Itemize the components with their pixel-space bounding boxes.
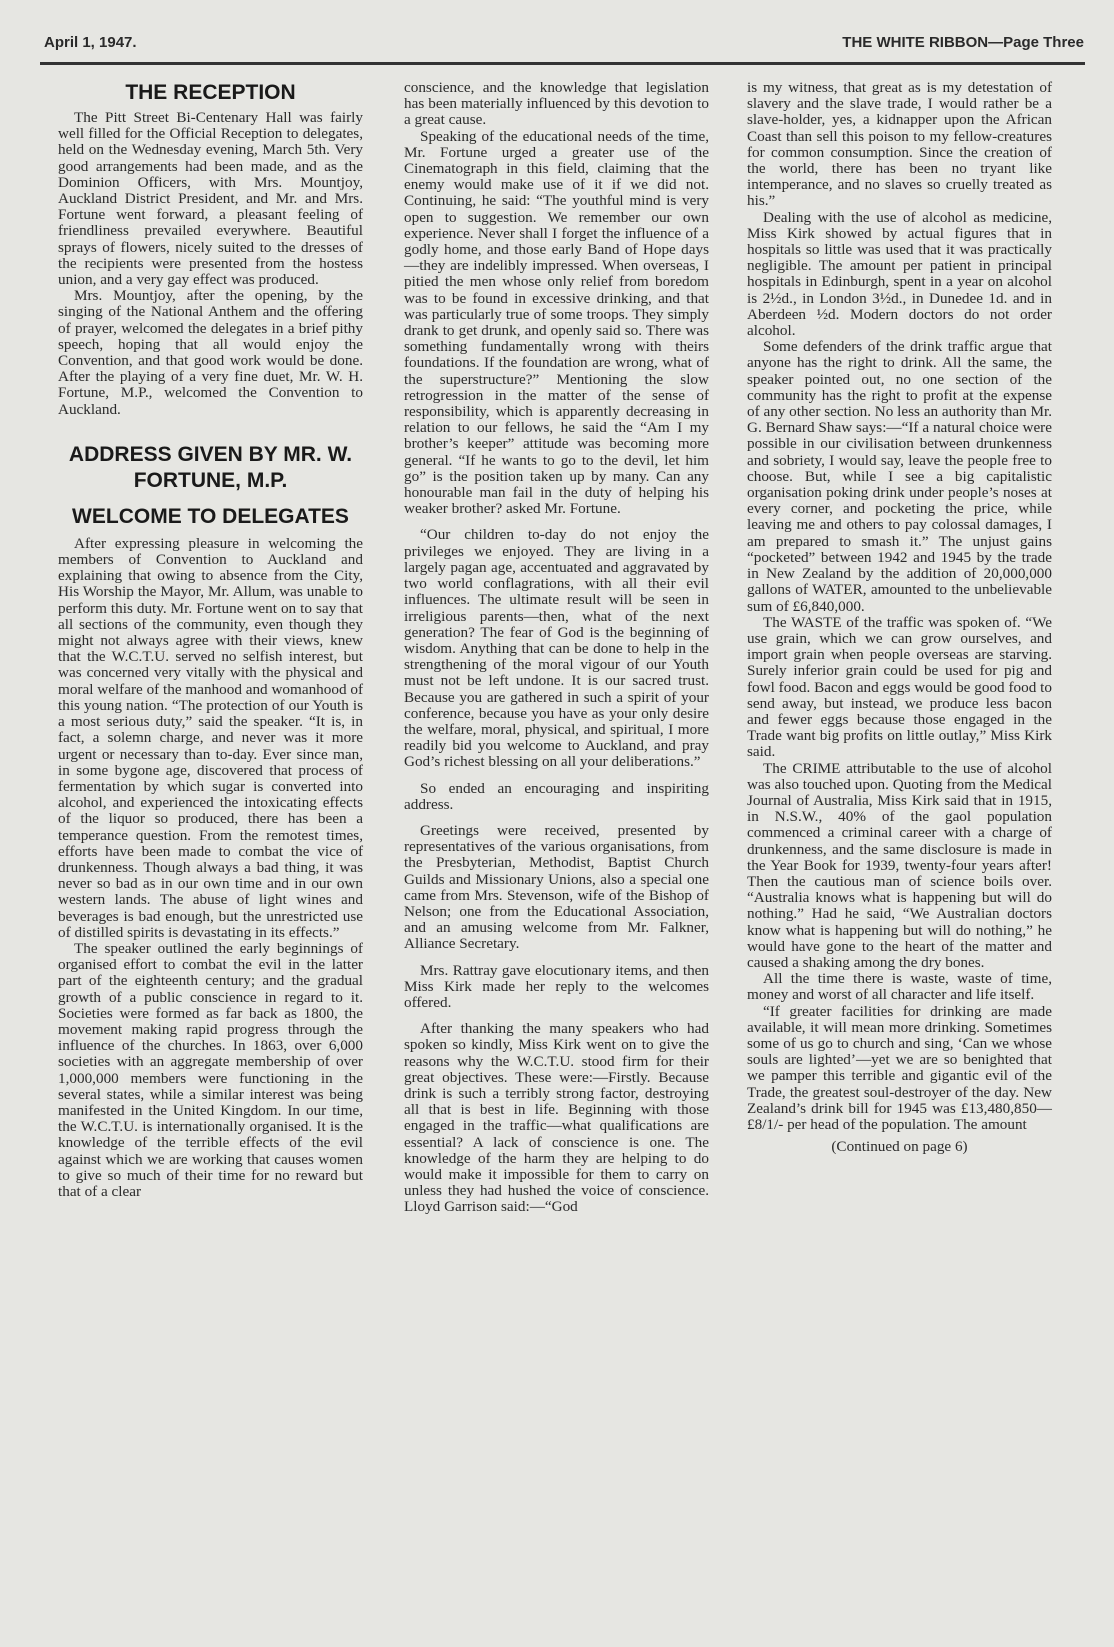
heading-reception: THE RECEPTION xyxy=(125,81,296,104)
paragraph: The CRIME attributable to the use of alcohol was also touched upon. Quoting from the Medical Journal of Australia, Miss Kirk said that in 1915, in N.S.W., 40% of the gaol population commenced a criminal career with a charge of drunkenness, and the same disclosure is made in the Year Book for 1939, twenty-four years after! Then the cautious man of science boils over. “Australia knows what is happening but will do nothing.” Had he said, “We Australian doctors know what is happening but will do nothing,” he would have gone to the heart of the matter and caused a shaking among the dry bones. xyxy=(747,759,1052,971)
paragraph: After expressing pleasure in welcoming the members of Convention to Auckland and explaining that owing to absence from the City, His Worship the Mayor, Mr. Allum, was unable to perform this duty. Mr. Fortune went on to say that all sections of the community, even though they might not always agree with their views, knew that the W.C.T.U. served no selfish interest, but was concerned very vitally with the physical and moral welfare of the manhood and womanhood of this young nation. “The protection of our Youth is a most serious duty,” said the speaker. “It is, in fact, a solemn charge, and never was it more urgent or necessary than to-day. Ever since man, in some bygone age, discovered that process of fermentation by which sugar is converted into alcohol, and experienced the intoxicating effects of the liquor so produced, there has been a temperance question. From the remotest times, efforts have been made to combat the vice of drunkenness. Though always a bad thing, it was never so bad as in our own time and in our own western lands. The abuse of light wines and beverages is bad enough, but the unrestricted use of distilled spirits is devastating in its effects.” xyxy=(58,534,363,941)
paragraph: All the time there is waste, waste of time, money and worst of all character and life itself. xyxy=(747,970,1052,1004)
paragraph: Some defenders of the drink traffic argue that anyone has the right to drink. All the same, the speaker pointed out, no one section of the community has the right to profit at the expense of any other section. No less an authority than Mr. G. Bernard Shaw says:—“If a natural choice were possible in our civilisation between drunkenness and sobriety, I would say, leave the people free to choose. But, while I see a big capitalistic organisation poking drink under people’s noses at every corner, and pocketing the price, while leaving me and others to pay colossal damages, I am prepared to smash it.” The unjust gains “pocketed” between 1942 and 1945 by the trade in New Zealand by the addition of 20,000,000 gallons of WATER, amounted to the unbelievable sum of £6,840,000. xyxy=(747,338,1052,615)
paragraph: The WASTE of the traffic was spoken of. “We use grain, which we can grow ourselves, and import grain when people overseas are starving. Surely inferior grain could be used for pig and fowl food. Bacon and eggs would be good food to send away, but instead, we produce less bacon and fewer eggs because those engaged in the Trade want big profits on little outlay,” Miss Kirk said. xyxy=(747,613,1052,761)
paragraph: “If greater facilities for drinking are made available, it will mean more drinking. Sometimes some of us go to church and sing, ‘Can we whose souls are lighted’—yet we are so benighted that we pamper this terrible and gigantic evil of the Trade, the greatest soul-destroyer of the day. New Zealand’s drink bill for 1945 was £13,480,850—£8/1/- per head of the population. The amount xyxy=(747,1002,1052,1133)
paragraph: After thanking the many speakers who had spoken so kindly, Miss Kirk went on to give the reasons why the W.C.T.U. stood firm for their great objectives. These were:—Firstly. Because drink is such a terribly strong factor, destroying all that is best in life. Beginning with those engaged in the traffic—what qualifications are essential? A lack of conscience is one. The knowledge of the harm they are helping to do would make it impossible for them to carry on unless they had hushed the voice of conscience. Lloyd Garrison said:—“God xyxy=(404,1020,709,1216)
heading-address: ADDRESS GIVEN BY MR. W. FORTUNE, M.P. xyxy=(68,442,353,492)
paragraph: Dealing with the use of alcohol as medicine, Miss Kirk showed by actual figures that in hospitals so little was used that it was practically negligible. The amount per patient in principal hospitals in Edinburgh, spent in a year on alcohol is 2½d., in London 3½d., in Dunedee 1d. and in Aberdeen ½d. Modern doctors do not order alcohol. xyxy=(747,208,1052,340)
continued-note: (Continued on page 6) xyxy=(831,1138,968,1156)
paragraph: conscience, and the knowledge that legislation has been materially influenced by this devotion to a great cause. xyxy=(404,79,709,129)
page-header xyxy=(44,28,1084,58)
paragraph: Speaking of the educational needs of the time, Mr. Fortune urged a greater use of the Cinematograph in this field, claiming that the enemy would make use of it if we did not. Continuing, he said: “The youthful mind is very open to suggestion. We remember our own experience. Never shall I forget the influence of a godly home, and those early Band of Hope days—they are indelibly impressed. When overseas, I pitied the men whose only relief from boredom was to be found in excessive drinking, and that was particularly true of some troops. They simply drank to get drunk, and openly said so. There was something fundamentally wrong with theirs foundations. If the foundation are wrong, what of the superstructure?” Mentioning the slow retrogression in the matter of the sense of responsibility, which is apparently decreasing in relation to our fellows, he said the “Am I my brother’s keeper” attitude was becoming more general. “If he wants to go to the devil, let him go” is the position taken up by many. Can any honourable man fail in the duty of helping his weaker brother? asked Mr. Fortune. xyxy=(404,127,709,518)
masthead-page-title: THE WHITE RIBBON—Page Three xyxy=(842,34,1084,51)
column-3 xyxy=(747,80,1052,1155)
paragraph: “Our children to-day do not enjoy the privileges we enjoyed. They are living in a largely pagan age, accentuated and aggravated by two world conflagrations, with all their evil influences. The ultimate result will be seen in irreligious parents—then, what of the next generation? The fear of God is the beginning of wisdom. Anything that can be done to help in the strengthening of the moral vigour of our Youth must not be left undone. It is our sacred trust. Because you are gathered in such a spirit of your conference, because you have as your only desire the welfare, moral, physical, and spiritual, I more readily bid you welcome to Auckland, and pray God’s richest blessing on all your deliberations.” xyxy=(404,526,709,771)
paragraph: The Pitt Street Bi-Centenary Hall was fairly well filled for the Official Reception to delegates, held on the Wednesday evening, March 5th. Very good arrangements had been made, and as the Dominion Officers, with Mrs. Mountjoy, Auckland District President, and Mr. and Mrs. Fortune went forward, a pleasant feeling of friendliness prevailed everywhere. Beautiful sprays of flowers, nicely suited to the dresses of the recipients were presented from the hostess union, and a very gay effect was produced. xyxy=(58,109,363,289)
column-2 xyxy=(404,80,709,1216)
heading-welcome: WELCOME TO DELEGATES xyxy=(72,504,349,528)
header-rule xyxy=(40,62,1085,65)
paragraph: The speaker outlined the early beginnings of organised effort to combat the evil in the latter part of the eighteenth century; and the gradual growth of a public conscience in regard to it. Societies were formed as far back as 1800, the movement making rapid progress through the influence of the churches. In 1863, over 6,000 societies with an aggregate membership of over 1,000,000 members were functioning in the several states, while a similar interest was being manifested in the United Kingdom. In our time, the W.C.T.U. is internationally organised. It is the knowledge of the terrible effects of the evil against which we are working that causes women to give so much of their time for no reward but that of a clear xyxy=(58,939,363,1200)
paragraph: So ended an encouraging and inspiriting address. xyxy=(404,779,709,813)
paragraph: is my witness, that great as is my detestation of slavery and the slave trade, I would rather be a slave-holder, yes, a kidnapper upon the African Coast than sell this poison to my fellow-creatures for common consumption. Since the creation of the world, there has been no tryant like intemperance, and no slaves so cruelly treated as his.” xyxy=(747,79,1052,210)
column-1 xyxy=(58,80,363,1200)
issue-date: April 1, 1947. xyxy=(44,34,137,51)
paragraph: Mrs. Rattray gave elocutionary items, and then Miss Kirk made her reply to the welcomes offered. xyxy=(404,961,709,1011)
paragraph: Mrs. Mountjoy, after the opening, by the singing of the National Anthem and the offering of prayer, welcomed the delegates in a brief pithy speech, hoping that all would enjoy the Convention, and that good work would be done. After the playing of a very fine duet, Mr. W. H. Fortune, M.P., welcomed the Convention to Auckland. xyxy=(58,287,363,418)
paragraph: Greetings were received, presented by representatives of the various organisations, from the Presbyterian, Methodist, Baptist Church Guilds and Missionary Unions, also a special one came from Mrs. Stevenson, wife of the Bishop of Nelson; one from the Educational Association, and an amusing welcome from Mr. Falkner, Alliance Secretary. xyxy=(404,821,709,953)
